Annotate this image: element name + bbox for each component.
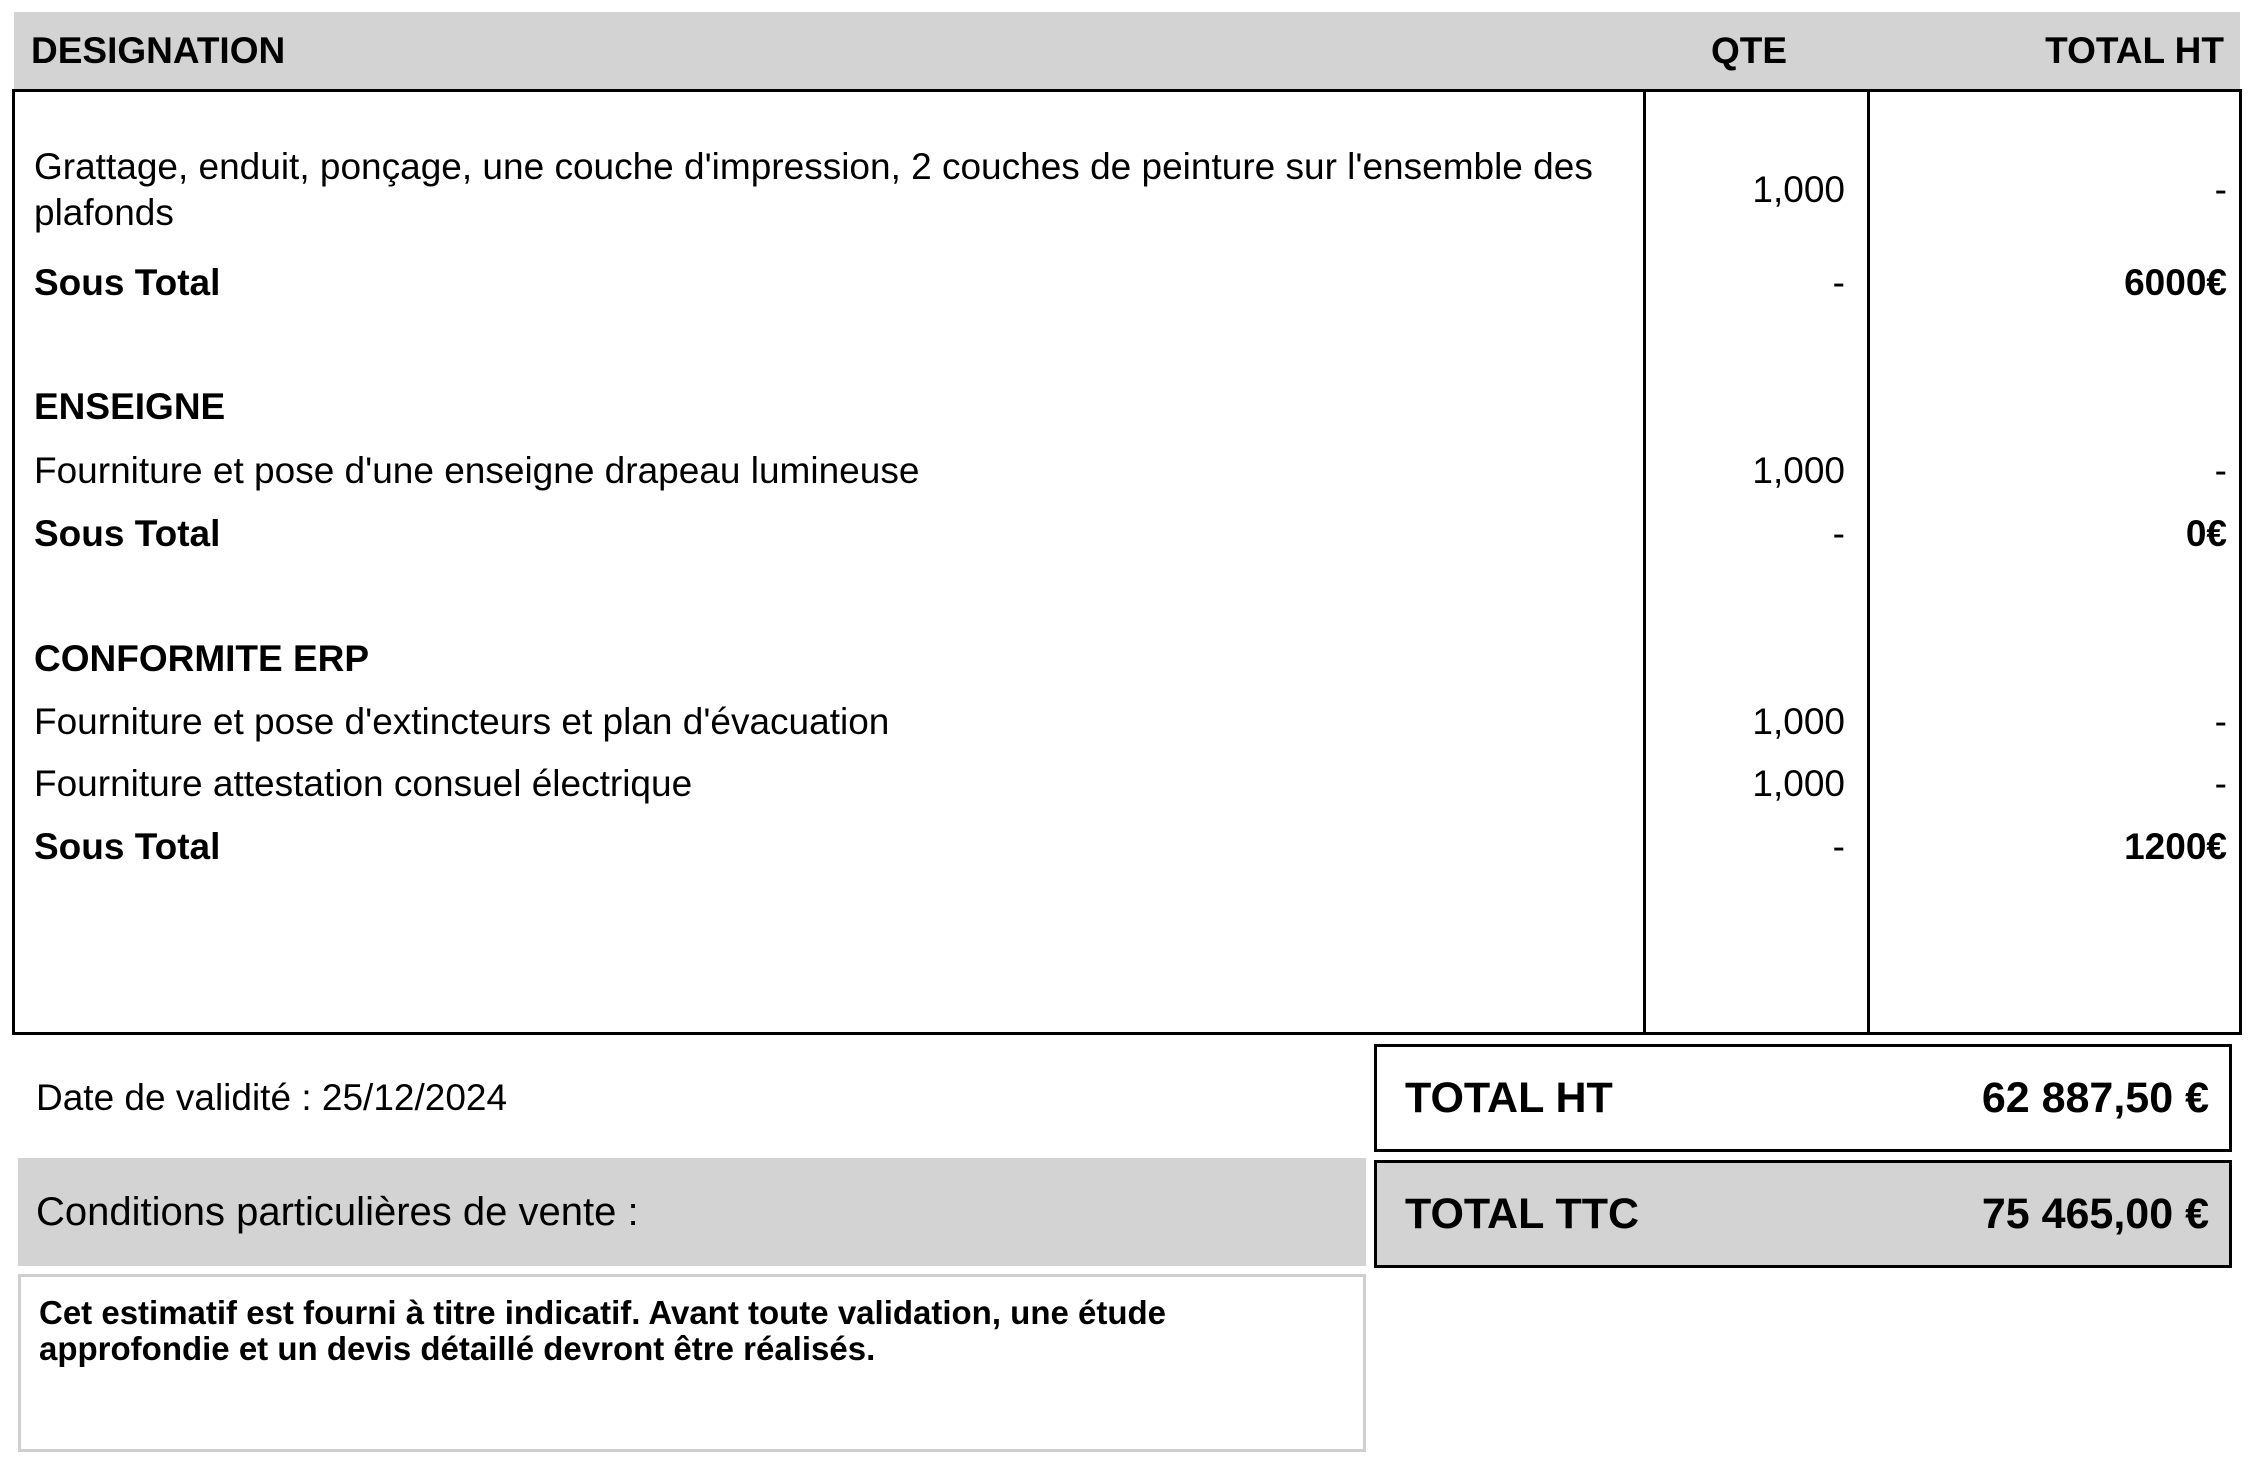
item-qte: 1,000 bbox=[1752, 169, 1845, 210]
validity-date: Date de validité : 25/12/2024 bbox=[36, 1077, 508, 1118]
item-designation: Grattage, enduit, ponçage, une couche d'impression, 2 couches de peinture sur l'ensemble des plafonds bbox=[34, 146, 1593, 233]
total-ttc-label: TOTAL TTC bbox=[1405, 1190, 1640, 1238]
item-qte: 1,000 bbox=[1752, 450, 1845, 491]
item-designation: Fourniture et pose d'une enseigne drapeau lumineuse bbox=[34, 450, 920, 491]
item-total: - bbox=[2214, 701, 2227, 742]
total-ttc-box bbox=[1374, 1160, 2232, 1268]
total-ht-box bbox=[1374, 1044, 2232, 1152]
subtotal-value: 6000€ bbox=[2124, 262, 2227, 303]
column-header-qte: QTE bbox=[1711, 30, 1788, 71]
subtotal-value: 1200€ bbox=[2124, 826, 2227, 867]
line-items-table bbox=[12, 89, 2242, 1035]
total-ht-value: 62 887,50 € bbox=[1981, 1074, 2209, 1122]
subtotal-value: 0€ bbox=[2185, 513, 2227, 554]
total-ht-label: TOTAL HT bbox=[1405, 1074, 1613, 1122]
item-qte: 1,000 bbox=[1752, 763, 1845, 804]
column-header-total-ht: TOTAL HT bbox=[2045, 30, 2224, 71]
section-heading: ENSEIGNE bbox=[34, 386, 226, 427]
item-total: - bbox=[2214, 763, 2227, 804]
section-heading: CONFORMITE ERP bbox=[34, 638, 370, 679]
subtotal-qte: - bbox=[1832, 826, 1845, 867]
item-designation: Fourniture et pose d'extincteurs et plan d'évacuation bbox=[34, 701, 890, 742]
subtotal-label: Sous Total bbox=[34, 513, 221, 554]
column-divider bbox=[1643, 92, 1646, 1032]
table-header bbox=[14, 12, 2240, 90]
subtotal-label: Sous Total bbox=[34, 826, 221, 867]
subtotal-qte: - bbox=[1832, 513, 1845, 554]
subtotal-label: Sous Total bbox=[34, 262, 221, 303]
conditions-label: Conditions particulières de vente : bbox=[18, 1158, 1366, 1266]
conditions-text: Cet estimatif est fourni à titre indicatif. Avant toute validation, une étude approfondie et un devis détaillé devront être réalisés. bbox=[18, 1274, 1366, 1452]
item-qte: 1,000 bbox=[1752, 701, 1845, 742]
subtotal-qte: - bbox=[1832, 262, 1845, 303]
item-total: - bbox=[2214, 169, 2227, 210]
item-designation: Fourniture attestation consuel électrique bbox=[34, 763, 693, 804]
column-divider bbox=[1867, 92, 1870, 1032]
column-header-designation: DESIGNATION bbox=[31, 30, 286, 71]
total-ttc-value: 75 465,00 € bbox=[1981, 1190, 2209, 1238]
item-total: - bbox=[2214, 450, 2227, 491]
